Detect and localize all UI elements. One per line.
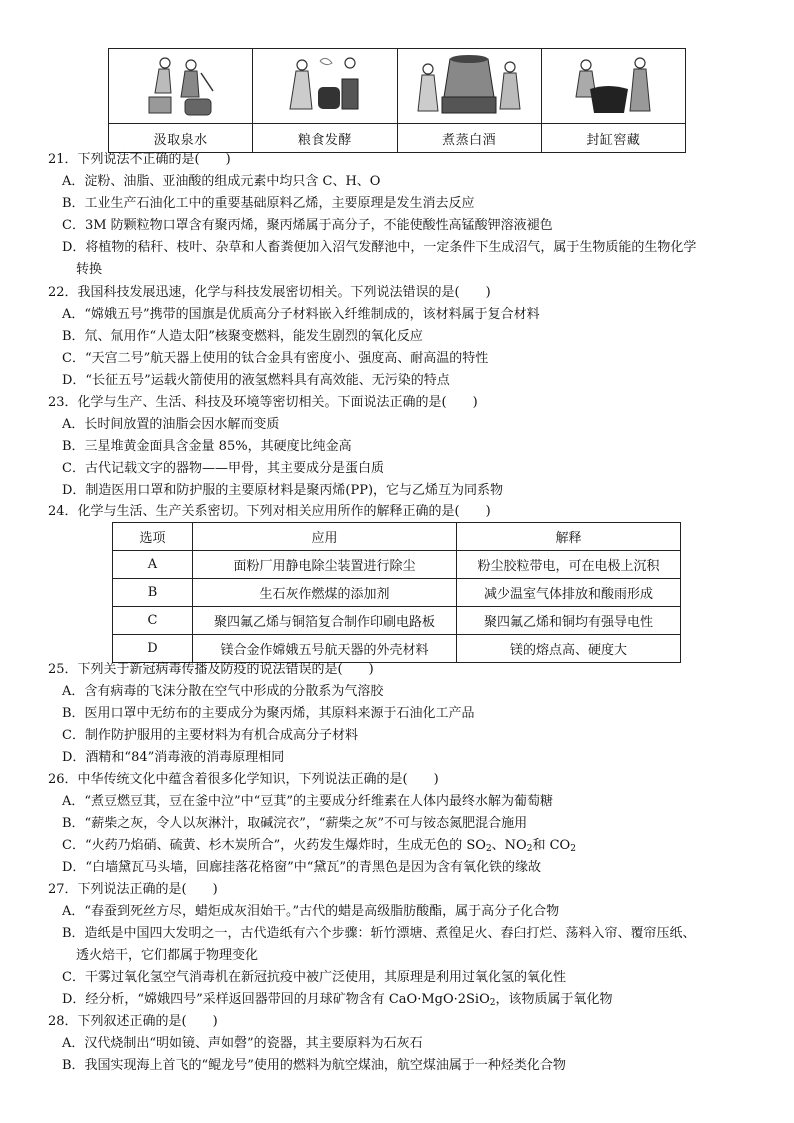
- question-21-option-d: D．将植物的秸秆、枝叶、杂草和人畜粪便加入沼气发酵池中，一定条件下生成沼气，属于生物质能的生物化学: [62, 240, 697, 255]
- subscript: 2: [489, 998, 496, 1008]
- illustration-cell: [109, 49, 253, 124]
- table-header-application: 应用: [193, 523, 457, 551]
- table-row: [113, 635, 681, 663]
- table-row: [113, 607, 681, 635]
- table-cell: 镁合金作嫦娥五号航天器的外壳材料: [193, 635, 457, 663]
- option-text: 和 CO: [532, 838, 571, 853]
- option-text: C．“火药乃焰硝、硫黄、杉木炭所合”，火药发生爆炸时，生成无色的 SO: [62, 838, 486, 853]
- question-25-option-b: B．医用口罩中无纺布的主要成分为聚丙烯，其原料来源于石油化工产品: [62, 706, 475, 721]
- question-26-option-a: A．“煮豆燃豆萁，豆在釜中泣”中“豆萁”的主要成分纤维素在人体内最终水解为葡萄糖: [62, 794, 553, 809]
- subscript: 2: [485, 844, 492, 854]
- question-27-option-b: B．造纸是中国四大发明之一，古代造纸有六个步骤：斩竹漂塘、煮徨足火、舂臼打烂、荡料入帘、覆帘压纸、: [62, 926, 696, 941]
- table-cell: 粉尘胶粒带电，可在电极上沉积: [457, 551, 681, 579]
- question-26-stem: 26．中华传统文化中蕴含着很多化学知识，下列说法正确的是( ): [48, 772, 439, 787]
- question-21-stem: 21．下列说法不正确的是( ): [48, 152, 231, 167]
- question-27-option-b-cont: 透火焙干，它们都属于物理变化: [76, 948, 259, 963]
- question-22-option-d: D．“长征五号”运载火箭使用的液氢燃料具有高效能、无污染的特点: [62, 373, 450, 388]
- steaming-liquor-illustration: [414, 53, 524, 119]
- illustration-cell: [541, 49, 685, 124]
- drawing-drawing-water-illustration: [141, 53, 221, 119]
- question-22-option-b: B．氘、氚用作“人造太阳”核聚变燃料，能发生剧烈的氧化反应: [62, 329, 423, 344]
- question-26-option-d: D．“白墙黛瓦马头墙，回廊挂落花格窗”中“黛瓦”的青黑色是因为含有氧化铁的缘故: [62, 860, 542, 875]
- question-28-option-a: A．汉代烧制出“明如镜、声如磬”的瓷器，其主要原料为石灰石: [62, 1036, 423, 1051]
- caption-draw-water: 汲取泉水: [109, 124, 253, 153]
- option-text: ，该物质属于氧化物: [495, 992, 613, 1007]
- question-26-option-c: [62, 837, 576, 858]
- question-28-stem: 28．下列叙述正确的是( ): [48, 1014, 218, 1029]
- question-21-option-c: C．3M 防颗粒物口罩含有聚丙烯，聚丙烯属于高分子，不能使酸性高锰酸钾溶液褪色: [62, 218, 553, 233]
- question-27-stem: 27．下列说法正确的是( ): [48, 882, 218, 897]
- illustration-cell: [397, 49, 541, 124]
- question-25-option-a: A．含有病毒的飞沫分散在空气中形成的分散系为气溶胶: [62, 684, 384, 699]
- table-header-option: 选项: [113, 523, 193, 551]
- question-23-option-d: D．制造医用口罩和防护服的主要原材料是聚丙烯(PP)，它与乙烯互为同系物: [62, 483, 504, 498]
- table-cell: A: [113, 551, 193, 579]
- table-cell: 镁的熔点高、硬度大: [457, 635, 681, 663]
- option-text: 、NO: [491, 838, 527, 853]
- question-22-stem: 22．我国科技发展迅速，化学与科技发展密切相关。下列说法错误的是( ): [48, 285, 491, 300]
- table-cell: C: [113, 607, 193, 635]
- question-21-option-a: A．淀粉、油脂、亚油酸的组成元素中均只含 C、H、O: [62, 174, 381, 189]
- question-24-table: [112, 522, 681, 663]
- caption-fermentation: 粮食发酵: [253, 124, 397, 153]
- question-21-option-b: B．工业生产石油化工中的重要基础原料乙烯，主要原理是发生消去反应: [62, 196, 475, 211]
- table-cell: 减少温室气体排放和酸雨形成: [457, 579, 681, 607]
- question-23-stem: 23．化学与生产、生活、科技及环境等密切相关。下面说法正确的是( ): [48, 395, 478, 410]
- subscript: 2: [570, 844, 576, 854]
- table-cell: D: [113, 635, 193, 663]
- question-23-option-c: C．古代记载文字的器物——甲骨，其主要成分是蛋白质: [62, 461, 384, 476]
- caption-cellaring: 封缸窖藏: [541, 124, 685, 153]
- question-21-option-d-cont: 转换: [76, 262, 103, 277]
- table-header-explanation: 解释: [457, 523, 681, 551]
- table-row: [113, 579, 681, 607]
- question-24-stem: 24．化学与生活、生产关系密切。下列对相关应用所作的解释正确的是( ): [48, 504, 491, 519]
- table-cell: 聚四氟乙烯和铜均有强导电性: [457, 607, 681, 635]
- grain-fermentation-illustration: [280, 53, 370, 119]
- question-22-option-a: A．“嫦娥五号”携带的国旗是优质高分子材料嵌入纤维制成的，该材料属于复合材料: [62, 307, 540, 322]
- illustration-table: [108, 48, 686, 153]
- subscript: 2: [526, 844, 533, 854]
- question-28-option-b: B．我国实现海上首飞的“鲲龙号”使用的燃料为航空煤油，航空煤油属于一种烃类化合物: [62, 1058, 566, 1073]
- caption-steam-liquor: 煮蒸白酒: [397, 124, 541, 153]
- question-27-option-a: A．“春蚕到死丝方尽，蜡炬成灰泪始干。”古代的蜡是高级脂肪酸酯，属于高分子化合物: [62, 904, 560, 919]
- question-22-option-c: C．“天宫二号”航天器上使用的钛合金具有密度小、强度高、耐高温的特性: [62, 351, 489, 366]
- question-25-option-d: D．酒精和“84”消毒液的消毒原理相同: [62, 750, 285, 765]
- table-header-row: [113, 523, 681, 551]
- question-26-option-b: B．“薪柴之灰，令人以灰淋汁，取碱浣衣”，“薪柴之灰”不可与铵态氮肥混合施用: [62, 816, 528, 831]
- question-27-option-d: [62, 991, 613, 1012]
- table-cell: B: [113, 579, 193, 607]
- question-27-option-c: C．干雾过氧化氢空气消毒机在新冠抗疫中被广泛使用，其原理是利用过氧化氢的氧化性: [62, 970, 566, 985]
- illustration-cell: [253, 49, 397, 124]
- question-23-option-b: B．三星堆黄金面具含金量 85%，其硬度比纯金高: [62, 439, 352, 454]
- table-cell: 面粉厂用静电除尘装置进行除尘: [193, 551, 457, 579]
- table-cell: 生石灰作燃煤的添加剂: [193, 579, 457, 607]
- question-25-stem: 25．下列关于新冠病毒传播及防疫的说法错误的是( ): [48, 662, 374, 677]
- question-23-option-a: A．长时间放置的油脂会因水解而变质: [62, 417, 280, 432]
- table-row: [113, 551, 681, 579]
- option-text: D．经分析，“嫦娥四号”采样返回器带回的月球矿物含有 CaO·MgO·2SiO: [62, 992, 490, 1007]
- table-cell: 聚四氟乙烯与铜箔复合制作印刷电路板: [193, 607, 457, 635]
- jar-cellaring-illustration: [568, 53, 658, 119]
- question-25-option-c: C．制作防护服用的主要材料为有机合成高分子材料: [62, 728, 358, 743]
